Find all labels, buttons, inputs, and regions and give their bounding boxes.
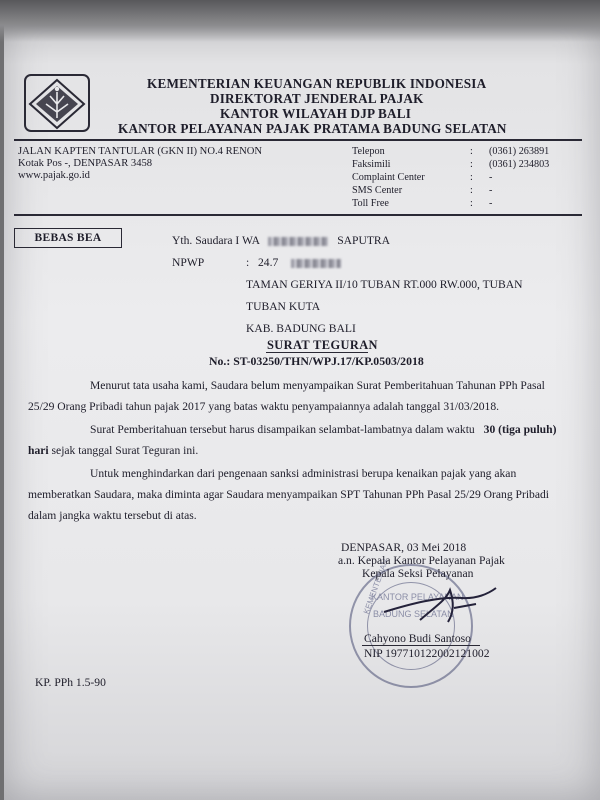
contact-label: Toll Free [352, 198, 389, 209]
ministry-logo-icon [24, 74, 90, 132]
contact-colon: : [470, 185, 473, 196]
contact-value: (0361) 234803 [489, 159, 550, 170]
npwp-value [258, 256, 341, 269]
signature-name: Cahyono Budi Santoso [364, 632, 471, 645]
contact-label: Complaint Center [352, 172, 425, 183]
recipient-address-2: TUBAN KUTA [246, 300, 321, 313]
signature-position: Kepala Seksi Pelayanan [362, 567, 474, 580]
recipient-name-suffix: SAPUTRA [337, 234, 391, 247]
signature-name-underline [362, 645, 480, 646]
contact-value: - [489, 185, 493, 196]
address-street: JALAN KAPTEN TANTULAR (GKN II) NO.4 RENON [18, 146, 263, 157]
header-office: KANTOR PELAYANAN PAJAK PRATAMA BADUNG SELATAN [118, 121, 507, 136]
paragraph-2-line-2 [28, 444, 198, 457]
bebas-bea-badge: BEBAS BEA [14, 228, 122, 248]
contact-value: (0361) 263891 [489, 146, 550, 157]
deadline-days: 30 (tiga puluh) [483, 423, 557, 436]
signature-on-behalf: a.n. Kepala Kantor Pelayanan Pajak [338, 554, 505, 567]
paragraph-3-line-1: Untuk menghindarkan dari pengenaan sanksi administrasi berupa kenaikan pajak yang akan [90, 467, 517, 480]
paragraph-1-line-1: Menurut tata usaha kami, Saudara belum menyampaikan Surat Pemberitahuan Tahunan PPh Pasal [90, 379, 545, 392]
contact-colon: : [470, 198, 473, 209]
photo-shadow [0, 0, 600, 42]
contact-value: - [489, 198, 493, 209]
recipient-address-1: TAMAN GERIYA II/10 TUBAN RT.000 RW.000, TUBAN [246, 278, 523, 291]
letter-number: No.: ST-03250/THN/WPJ.17/KP.0503/2018 [209, 354, 424, 368]
title-underline [266, 352, 368, 353]
header-directorate: DIREKTORAT JENDERAL PAJAK [210, 91, 424, 106]
npwp-number: 24.7 [258, 256, 279, 269]
signature-nip: NIP 197710122002121002 [364, 647, 490, 660]
contact-label: Faksimili [352, 159, 391, 170]
paragraph-2-line-1 [90, 423, 556, 436]
contact-label: Telepon [352, 146, 385, 157]
address-web: www.pajak.go.id [18, 170, 90, 181]
address-pobox: Kotak Pos -, DENPASAR 3458 [18, 158, 153, 169]
recipient-name-prefix: Yth. Saudara I WA [172, 234, 260, 247]
paragraph-1-line-2: 25/29 Orang Pribadi tahun pajak 2017 yang batas waktu penyampaiannya adalah tanggal 31/03/2018. [28, 400, 500, 413]
npwp-colon: : [246, 256, 250, 269]
recipient-line [172, 234, 390, 247]
stamp-line-1: KANTOR PELAYANAN [371, 592, 464, 602]
contact-colon: : [470, 146, 473, 157]
paragraph-2-text: Surat Pemberitahuan tersebut harus disampaikan selambat-lambatnya dalam waktu [90, 423, 475, 436]
signature-place-date: DENPASAR, 03 Mei 2018 [341, 541, 467, 554]
paragraph-3-line-2: memberatkan Saudara, maka diminta agar Saudara menyampaikan SPT Tahunan PPh Pasal 25/29 Orang Pribadi [28, 488, 549, 501]
stamp-line-2: BADUNG SELATAN [373, 609, 454, 619]
paragraph-3-line-3: dalam jangka waktu tersebut di atas. [28, 509, 197, 522]
contact-value: - [489, 172, 493, 183]
header-regional: KANTOR WILAYAH DJP BALI [220, 106, 412, 121]
npwp-label: NPWP [172, 256, 205, 269]
contact-label: SMS Center [352, 185, 403, 196]
recipient-address-3: KAB. BADUNG BALI [246, 322, 356, 335]
stamp-arc-text: KEMENTERIAN [361, 557, 391, 616]
header-ministry: KEMENTERIAN KEUANGAN REPUBLIK INDONESIA [147, 76, 487, 91]
address-rule [14, 214, 582, 216]
paragraph-2-end: sejak tanggal Surat Teguran ini. [51, 444, 199, 457]
signature-scribble-icon [380, 582, 500, 628]
redacted-npwp [291, 259, 341, 268]
header-rule [14, 139, 582, 141]
redacted-name [268, 237, 328, 246]
footer-form-code: KP. PPh 1.5-90 [35, 676, 106, 689]
letter-title: SURAT TEGURAN [267, 338, 378, 352]
deadline-unit: hari [28, 444, 49, 457]
contact-colon: : [470, 159, 473, 170]
contact-colon: : [470, 172, 473, 183]
